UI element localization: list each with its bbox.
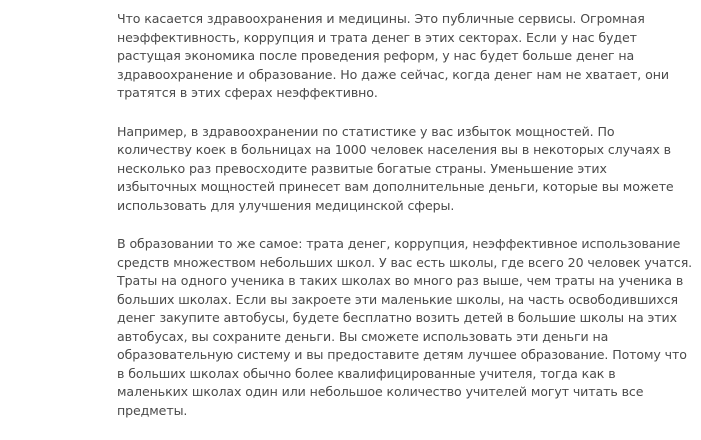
text-line: тратятся в этих сферах неэффективно. xyxy=(117,85,378,100)
article-body xyxy=(117,10,693,440)
text-line: растущая экономика после проведения реформ, у нас будет больше денег на xyxy=(117,48,635,63)
text-line: использовать для улучшения медицинской сферы. xyxy=(117,197,455,213)
text-line: маленьких школах один или небольшое количество учителей могут читать все xyxy=(117,384,644,399)
text-line: средств множеством небольших школ. У вас есть школы, где всего 20 человек учатся. xyxy=(117,254,693,270)
text-line: Траты на одного ученика в таких школах во много раз выше, чем траты на ученика в xyxy=(117,273,684,288)
text-line: предметы. xyxy=(117,402,188,418)
text-line: Что касается здравоохранения и медицины. Это публичные сервисы. Огромная xyxy=(117,11,645,26)
text-line: здравоохранение и образование. Но даже сейчас, когда денег нам не хватает, они xyxy=(117,66,669,82)
text-line: количеству коек в больницах на 1000 человек населения вы в некоторых случаях в xyxy=(117,142,671,157)
paragraph-healthcare-example xyxy=(117,123,674,216)
text-line: В образовании то же самое: трата денег, коррупция, неэффективное использование xyxy=(117,236,681,251)
text-line: образовательную систему и вы предоставите детям лучшее образование. Потому что xyxy=(117,347,687,362)
text-line: денег закупите автобусы, будете бесплатно возить детей в большие школы на этих xyxy=(117,310,677,325)
text-line: больших школах. Если вы закроете эти маленькие школы, на часть освободившихся xyxy=(117,291,678,307)
text-line: в больших школах обычно более квалифицированные учителя, тогда как в xyxy=(117,365,616,381)
text-line: избыточных мощностей принесет вам дополнительные деньги, которые вы можете xyxy=(117,179,674,194)
paragraph-healthcare-intro xyxy=(117,10,669,103)
text-line: несколько раз превосходите развитые богатые страны. Уменьшение этих xyxy=(117,160,607,176)
text-line: неэффективность, коррупция и трата денег в этих секторах. Если у нас будет xyxy=(117,29,637,45)
text-line: автобусах, вы сохраните деньги. Вы сможете использовать эти деньги на xyxy=(117,328,609,344)
text-line: Например, в здравоохранении по статистике у вас избыток мощностей. По xyxy=(117,123,615,139)
paragraph-education xyxy=(117,235,693,420)
